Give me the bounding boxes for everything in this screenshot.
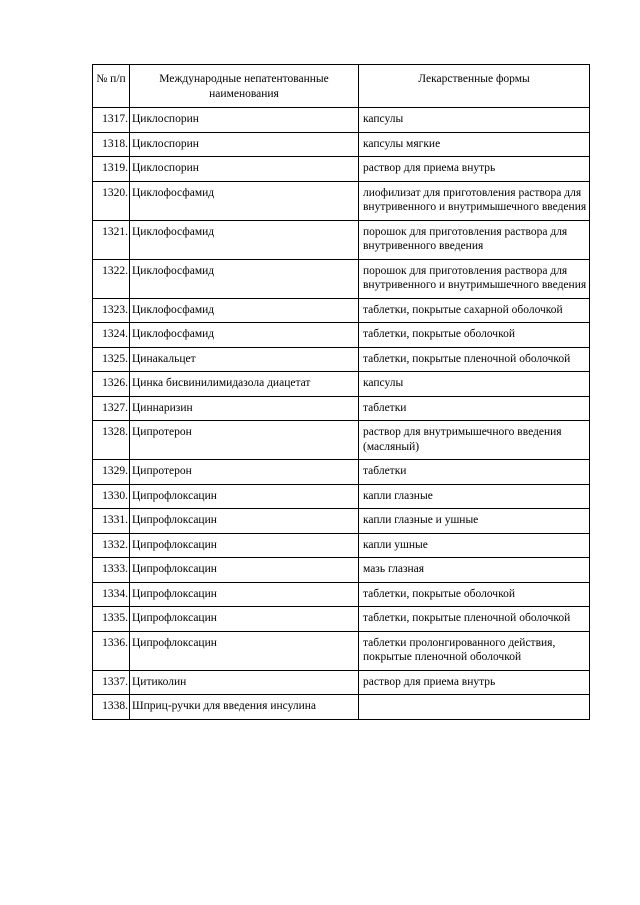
table-row (93, 631, 590, 670)
dosage-form: капли глазные (359, 484, 590, 509)
dosage-form: таблетки пролонгированного действия, покрытые пленочной оболочкой (359, 631, 590, 670)
row-number: 1326. (93, 372, 130, 397)
row-number: 1320. (93, 181, 130, 220)
drug-name: Циклофосфамид (130, 323, 359, 348)
row-number: 1332. (93, 533, 130, 558)
table-header (93, 65, 590, 108)
drug-name: Циклоспорин (130, 108, 359, 133)
header-row (93, 65, 590, 108)
table-row (93, 298, 590, 323)
table-row (93, 181, 590, 220)
drug-name: Циклоспорин (130, 157, 359, 182)
header-number: № п/п (93, 65, 130, 108)
drug-name: Циклоспорин (130, 132, 359, 157)
row-number: 1321. (93, 220, 130, 259)
row-number: 1333. (93, 558, 130, 583)
row-number: 1338. (93, 695, 130, 720)
header-name: Международные непатентованные наименования (130, 65, 359, 108)
table-row (93, 108, 590, 133)
table-row (93, 220, 590, 259)
row-number: 1334. (93, 582, 130, 607)
dosage-form: мазь глазная (359, 558, 590, 583)
table-row (93, 396, 590, 421)
row-number: 1324. (93, 323, 130, 348)
table-row (93, 509, 590, 534)
table-row (93, 533, 590, 558)
table-row (93, 259, 590, 298)
table-row (93, 421, 590, 460)
drug-name: Циклофосфамид (130, 259, 359, 298)
dosage-form: лиофилизат для приготовления раствора для внутривенного и внутримышечного введения (359, 181, 590, 220)
row-number: 1325. (93, 347, 130, 372)
dosage-form: порошок для приготовления раствора для внутривенного введения (359, 220, 590, 259)
table-row (93, 484, 590, 509)
dosage-form: таблетки, покрытые пленочной оболочкой (359, 347, 590, 372)
row-number: 1322. (93, 259, 130, 298)
row-number: 1327. (93, 396, 130, 421)
drug-name: Ципротерон (130, 460, 359, 485)
dosage-form: таблетки, покрытые сахарной оболочкой (359, 298, 590, 323)
row-number: 1337. (93, 670, 130, 695)
drug-name: Цинакальцет (130, 347, 359, 372)
drug-name: Цинка бисвинилимидазола диацетат (130, 372, 359, 397)
dosage-form: капсулы (359, 108, 590, 133)
row-number: 1323. (93, 298, 130, 323)
drug-name: Циннаризин (130, 396, 359, 421)
dosage-form: капли ушные (359, 533, 590, 558)
table-row (93, 372, 590, 397)
table-row (93, 460, 590, 485)
drug-name: Циклофосфамид (130, 298, 359, 323)
drug-name: Ципрофлоксацин (130, 607, 359, 632)
table-row (93, 558, 590, 583)
dosage-form: таблетки, покрытые оболочкой (359, 323, 590, 348)
row-number: 1318. (93, 132, 130, 157)
dosage-form: таблетки (359, 396, 590, 421)
drug-name: Ципрофлоксацин (130, 509, 359, 534)
drug-name: Ципротерон (130, 421, 359, 460)
table-row (93, 347, 590, 372)
dosage-form: раствор для приема внутрь (359, 670, 590, 695)
drug-name: Шприц-ручки для введения инсулина (130, 695, 359, 720)
drug-name: Ципрофлоксацин (130, 484, 359, 509)
table-row (93, 157, 590, 182)
dosage-form: капсулы (359, 372, 590, 397)
row-number: 1319. (93, 157, 130, 182)
dosage-form: таблетки (359, 460, 590, 485)
dosage-form: капли глазные и ушные (359, 509, 590, 534)
dosage-form: раствор для приема внутрь (359, 157, 590, 182)
dosage-form: таблетки, покрытые оболочкой (359, 582, 590, 607)
row-number: 1328. (93, 421, 130, 460)
dosage-form: таблетки, покрытые пленочной оболочкой (359, 607, 590, 632)
drug-name: Ципрофлоксацин (130, 533, 359, 558)
table-body (93, 108, 590, 720)
row-number: 1336. (93, 631, 130, 670)
drug-name: Цитиколин (130, 670, 359, 695)
table-row (93, 695, 590, 720)
row-number: 1317. (93, 108, 130, 133)
row-number: 1335. (93, 607, 130, 632)
drug-name: Циклофосфамид (130, 220, 359, 259)
dosage-form (359, 695, 590, 720)
table-row (93, 607, 590, 632)
dosage-form: порошок для приготовления раствора для внутривенного и внутримышечного введения (359, 259, 590, 298)
row-number: 1331. (93, 509, 130, 534)
drug-name: Ципрофлоксацин (130, 582, 359, 607)
row-number: 1330. (93, 484, 130, 509)
drug-name: Циклофосфамид (130, 181, 359, 220)
table-row (93, 132, 590, 157)
table-row (93, 582, 590, 607)
drug-name: Ципрофлоксацин (130, 631, 359, 670)
table-row (93, 670, 590, 695)
row-number: 1329. (93, 460, 130, 485)
drug-forms-table (92, 64, 590, 720)
dosage-form: капсулы мягкие (359, 132, 590, 157)
header-form: Лекарственные формы (359, 65, 590, 108)
dosage-form: раствор для внутримышечного введения (масляный) (359, 421, 590, 460)
table-row (93, 323, 590, 348)
drug-name: Ципрофлоксацин (130, 558, 359, 583)
